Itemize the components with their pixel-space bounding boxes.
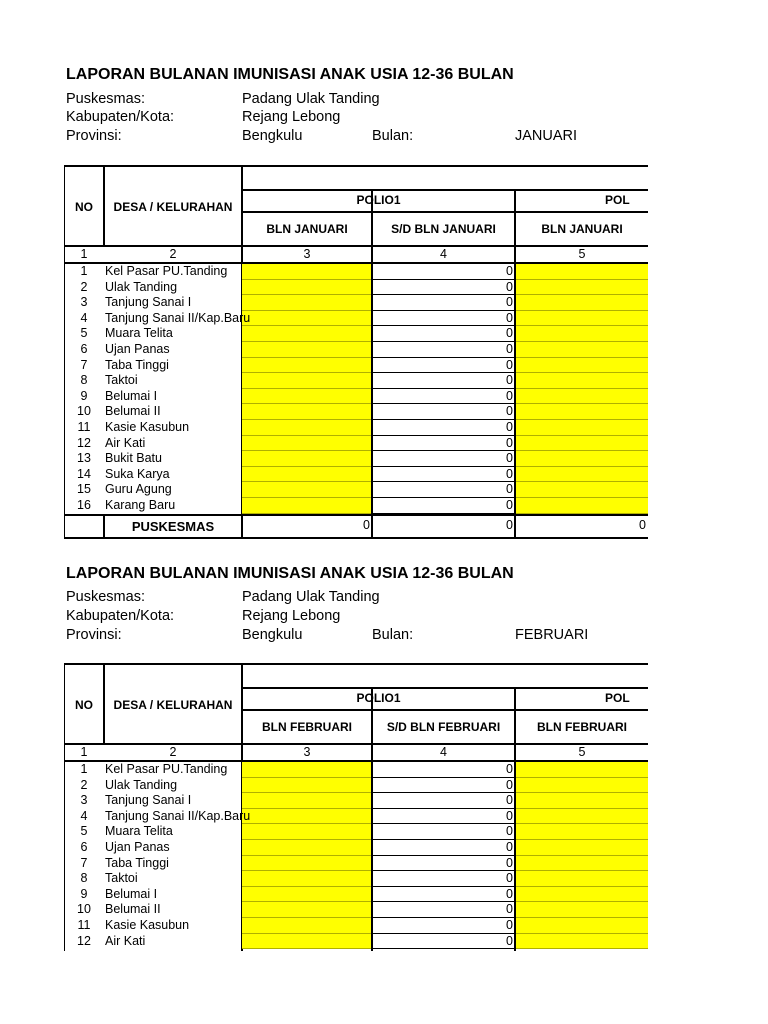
input-cell-bln[interactable] — [516, 342, 648, 358]
village-name: Ujan Panas — [105, 840, 170, 854]
cumulative-value: 0 — [372, 887, 514, 903]
row-number: 2 — [80, 777, 88, 792]
village-name: Taba Tinggi — [105, 357, 169, 372]
table-row — [65, 793, 648, 809]
row-number: 14 — [77, 466, 91, 481]
cumulative-value: 0 — [372, 809, 514, 825]
bulan-label: Bulan: — [372, 627, 414, 643]
col-no-header: NO — [75, 199, 93, 214]
input-cell-bln[interactable] — [516, 451, 648, 467]
input-cell-bln[interactable] — [516, 264, 648, 280]
total-value: 0 — [363, 518, 370, 532]
input-cell-bln[interactable] — [242, 840, 371, 856]
cumulative-value: 0 — [372, 824, 514, 840]
row-number: 3 — [80, 295, 88, 310]
cumulative-value: 0 — [372, 856, 514, 872]
input-cell-bln[interactable] — [516, 778, 648, 794]
total-label: PUSKESMAS — [131, 518, 215, 534]
provinsi-value: Bengkulu — [242, 128, 303, 144]
village-name: Ujan Panas — [105, 342, 170, 356]
report-title: LAPORAN BULANAN IMUNISASI ANAK USIA 12-36 BULAN — [66, 565, 514, 582]
village-name: Muara Telita — [105, 326, 173, 341]
cumulative-value: 0 — [372, 311, 514, 327]
kabupaten-value: Rejang Lebong — [242, 608, 341, 624]
report-title: LAPORAN BULANAN IMUNISASI ANAK USIA 12-36 BULAN — [66, 66, 514, 83]
row-number: 5 — [80, 824, 88, 839]
cumulative-value: 0 — [372, 762, 514, 778]
row-number: 1 — [80, 264, 88, 278]
input-cell-bln[interactable] — [242, 809, 371, 825]
puskesmas-label: Puskesmas: — [66, 91, 145, 107]
input-cell-bln[interactable] — [516, 887, 648, 903]
input-cell-bln[interactable] — [516, 934, 648, 950]
bulan-label: Bulan: — [372, 128, 414, 144]
col3-header: BLN JANUARI — [266, 221, 348, 236]
table-row — [65, 389, 648, 405]
cumulative-value: 0 — [372, 840, 514, 856]
row-number: 10 — [77, 902, 91, 917]
col-index: 1 — [80, 745, 88, 759]
table-row — [65, 373, 648, 389]
table-row — [65, 420, 648, 436]
row-number: 4 — [80, 310, 88, 325]
input-cell-bln[interactable] — [242, 420, 371, 436]
col-desa-header: DESA / KELURAHAN — [113, 697, 233, 712]
input-cell-bln[interactable] — [516, 311, 648, 327]
row-number: 11 — [77, 918, 91, 932]
input-cell-bln[interactable] — [242, 342, 371, 358]
input-cell-bln[interactable] — [516, 840, 648, 856]
input-cell-bln[interactable] — [242, 856, 371, 872]
cumulative-value: 0 — [372, 373, 514, 389]
row-number: 6 — [80, 840, 88, 854]
village-name: Tanjung Sanai II/Kap.Baru — [105, 310, 251, 325]
row-number: 2 — [80, 279, 88, 294]
input-cell-bln[interactable] — [242, 404, 371, 420]
col-no-header: NO — [75, 697, 93, 712]
kabupaten-label: Kabupaten/Kota: — [66, 109, 175, 125]
cumulative-value: 0 — [372, 358, 514, 374]
input-cell-bln[interactable] — [516, 809, 648, 825]
table-row — [65, 451, 648, 467]
col-desa-header: DESA / KELURAHAN — [113, 199, 233, 214]
row-number: 8 — [80, 373, 88, 388]
cumulative-value: 0 — [372, 404, 514, 420]
row-number: 8 — [80, 871, 88, 886]
cumulative-value: 0 — [372, 871, 514, 887]
table-row — [65, 918, 648, 934]
row-number: 7 — [80, 855, 88, 870]
col-index: 3 — [303, 247, 311, 261]
village-name: Taktoi — [105, 871, 138, 886]
col4-header: S/D BLN FEBRUARI — [386, 719, 501, 734]
row-number: 9 — [80, 388, 88, 403]
table-row — [65, 934, 648, 950]
total-value: 0 — [639, 518, 646, 532]
cumulative-value: 0 — [372, 420, 514, 436]
row-number: 9 — [80, 886, 88, 901]
col-index: 2 — [169, 247, 177, 261]
col5-header: BLN JANUARI — [541, 221, 623, 236]
input-cell-bln[interactable] — [242, 934, 371, 950]
table-row — [65, 856, 648, 872]
table-row — [65, 778, 648, 794]
input-cell-bln[interactable] — [242, 295, 371, 311]
cumulative-value: 0 — [372, 498, 514, 514]
row-number: 3 — [80, 793, 88, 808]
village-name: Muara Telita — [105, 824, 173, 839]
table-row — [65, 467, 648, 483]
row-number: 7 — [80, 357, 88, 372]
input-cell-bln[interactable] — [516, 373, 648, 389]
input-cell-bln[interactable] — [242, 824, 371, 840]
table-row — [65, 264, 648, 280]
input-cell-bln[interactable] — [242, 871, 371, 887]
col5-header: BLN FEBRUARI — [537, 719, 627, 734]
cumulative-value: 0 — [372, 389, 514, 405]
kabupaten-value: Rejang Lebong — [242, 109, 341, 125]
row-number: 1 — [80, 762, 88, 776]
village-name: Belumai I — [105, 886, 158, 901]
bulan-value: FEBRUARI — [515, 627, 589, 643]
col-index: 5 — [578, 247, 586, 261]
cumulative-value: 0 — [372, 451, 514, 467]
input-cell-bln[interactable] — [242, 498, 371, 514]
cumulative-value: 0 — [372, 295, 514, 311]
kabupaten-label: Kabupaten/Kota: — [66, 608, 175, 624]
table-row — [65, 280, 648, 296]
village-name: Taba Tinggi — [105, 855, 169, 870]
row-number: 4 — [80, 808, 88, 823]
table-row — [65, 840, 648, 856]
input-cell-bln[interactable] — [242, 482, 371, 498]
input-cell-bln[interactable] — [242, 311, 371, 327]
table-row — [65, 762, 648, 778]
village-name: Tanjung Sanai I — [105, 295, 192, 310]
input-cell-bln[interactable] — [516, 902, 648, 918]
village-name: Belumai I — [105, 388, 158, 403]
village-name: Kel Pasar PU.Tanding — [105, 762, 228, 776]
bulan-value: JANUARI — [515, 128, 578, 144]
village-name: Tanjung Sanai II/Kap.Baru — [105, 808, 251, 823]
input-cell-bln[interactable] — [242, 467, 371, 483]
input-cell-bln[interactable] — [242, 778, 371, 794]
input-cell-bln[interactable] — [516, 871, 648, 887]
village-name: Ulak Tanding — [105, 777, 178, 792]
input-cell-bln[interactable] — [516, 389, 648, 405]
input-cell-bln[interactable] — [516, 404, 648, 420]
input-cell-bln[interactable] — [242, 264, 371, 280]
input-cell-bln[interactable] — [242, 373, 371, 389]
input-cell-bln[interactable] — [242, 887, 371, 903]
cumulative-value: 0 — [372, 342, 514, 358]
col-index: 2 — [169, 745, 177, 759]
cumulative-value: 0 — [372, 793, 514, 809]
village-name: Belumai II — [105, 902, 161, 917]
cumulative-value: 0 — [372, 467, 514, 483]
col-index: 5 — [578, 745, 586, 759]
table-row — [65, 482, 648, 498]
table-row — [65, 295, 648, 311]
group-polio1-header: POLIO1 — [356, 193, 401, 207]
input-cell-bln[interactable] — [516, 326, 648, 342]
table-row — [65, 311, 648, 327]
col4-header: S/D BLN JANUARI — [391, 221, 496, 236]
puskesmas-value: Padang Ulak Tanding — [242, 589, 380, 605]
cumulative-value: 0 — [372, 482, 514, 498]
village-name: Kel Pasar PU.Tanding — [105, 264, 228, 278]
row-number: 12 — [77, 933, 91, 948]
cumulative-value: 0 — [372, 264, 514, 280]
group-polio2-header: POL — [605, 193, 630, 207]
input-cell-bln[interactable] — [516, 436, 648, 452]
village-name: Suka Karya — [105, 466, 170, 481]
table-row — [65, 358, 648, 374]
input-cell-bln[interactable] — [516, 482, 648, 498]
table-row — [65, 824, 648, 840]
input-cell-bln[interactable] — [242, 902, 371, 918]
village-name: Guru Agung — [105, 482, 172, 497]
col-index: 4 — [440, 745, 447, 759]
input-cell-bln[interactable] — [242, 280, 371, 296]
cumulative-value: 0 — [372, 918, 514, 934]
provinsi-label: Provinsi: — [66, 128, 122, 144]
row-number: 16 — [77, 498, 91, 512]
row-number: 10 — [77, 404, 91, 419]
village-name: Kasie Kasubun — [105, 420, 190, 434]
row-number: 13 — [77, 451, 91, 466]
input-cell-bln[interactable] — [516, 295, 648, 311]
input-cell-bln[interactable] — [242, 451, 371, 467]
table-row — [65, 498, 648, 514]
provinsi-label: Provinsi: — [66, 627, 122, 643]
table-row — [65, 404, 648, 420]
input-cell-bln[interactable] — [242, 762, 371, 778]
village-name: Kasie Kasubun — [105, 918, 190, 932]
cumulative-value: 0 — [372, 280, 514, 296]
input-cell-bln[interactable] — [516, 793, 648, 809]
col3-header: BLN FEBRUARI — [262, 719, 352, 734]
table-row — [65, 887, 648, 903]
village-name: Bukit Batu — [105, 451, 162, 466]
col-index: 4 — [440, 247, 447, 261]
group-polio1-header: POLIO1 — [356, 691, 401, 705]
input-cell-bln[interactable] — [242, 358, 371, 374]
table-row — [65, 436, 648, 452]
cumulative-value: 0 — [372, 778, 514, 794]
row-number: 11 — [77, 420, 91, 434]
village-name: Karang Baru — [105, 498, 176, 512]
row-number: 6 — [80, 342, 88, 356]
input-cell-bln[interactable] — [242, 793, 371, 809]
input-cell-bln[interactable] — [242, 918, 371, 934]
cumulative-value: 0 — [372, 902, 514, 918]
village-name: Taktoi — [105, 373, 138, 388]
cumulative-value: 0 — [372, 326, 514, 342]
group-polio2-header: POL — [605, 691, 630, 705]
provinsi-value: Bengkulu — [242, 627, 303, 643]
input-cell-bln[interactable] — [516, 824, 648, 840]
immunization-table — [64, 663, 648, 951]
cumulative-value: 0 — [372, 436, 514, 452]
table-row — [65, 902, 648, 918]
table-row — [65, 809, 648, 825]
row-number: 12 — [77, 435, 91, 450]
col-index: 1 — [80, 247, 88, 261]
total-value: 0 — [506, 518, 513, 532]
input-cell-bln[interactable] — [242, 326, 371, 342]
row-number: 15 — [77, 482, 91, 497]
village-name: Belumai II — [105, 404, 161, 419]
immunization-table — [64, 165, 648, 539]
input-cell-bln[interactable] — [516, 467, 648, 483]
input-cell-bln[interactable] — [516, 280, 648, 296]
puskesmas-label: Puskesmas: — [66, 589, 145, 605]
input-cell-bln[interactable] — [516, 856, 648, 872]
village-name: Air Kati — [105, 435, 146, 450]
col-index: 3 — [303, 745, 311, 759]
village-name: Air Kati — [105, 933, 146, 948]
input-cell-bln[interactable] — [242, 436, 371, 452]
table-row — [65, 326, 648, 342]
row-number: 5 — [80, 326, 88, 341]
village-name: Tanjung Sanai I — [105, 793, 192, 808]
puskesmas-value: Padang Ulak Tanding — [242, 91, 380, 107]
table-row — [65, 871, 648, 887]
input-cell-bln[interactable] — [242, 389, 371, 405]
input-cell-bln[interactable] — [516, 762, 648, 778]
input-cell-bln[interactable] — [516, 420, 648, 436]
input-cell-bln[interactable] — [516, 358, 648, 374]
input-cell-bln[interactable] — [516, 498, 648, 514]
cumulative-value: 0 — [372, 934, 514, 950]
input-cell-bln[interactable] — [516, 918, 648, 934]
table-row — [65, 342, 648, 358]
village-name: Ulak Tanding — [105, 279, 178, 294]
